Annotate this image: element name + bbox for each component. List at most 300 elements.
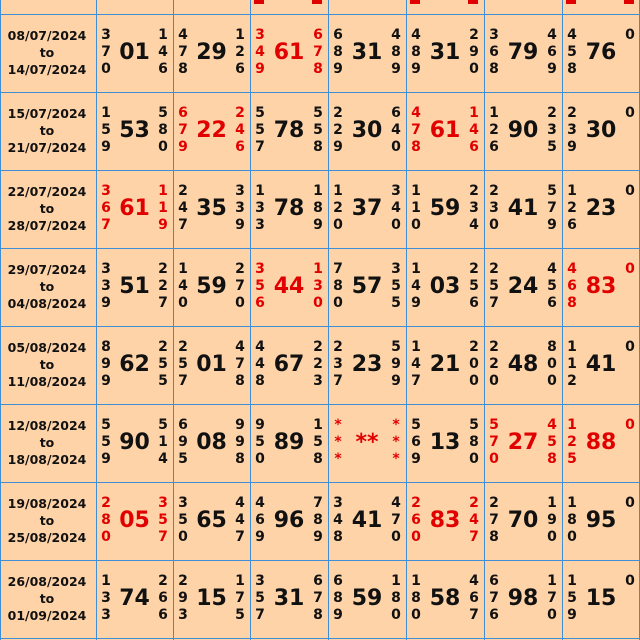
jodi-number: 57 xyxy=(351,274,383,299)
pana-digit: 9 xyxy=(547,61,557,77)
pana-digit: 7 xyxy=(333,373,343,389)
pana-digit: 0 xyxy=(411,217,421,233)
pana-digit: 9 xyxy=(333,139,343,155)
close-pana xyxy=(467,261,481,312)
pana-digit: 0 xyxy=(469,451,479,467)
jodi-number: 01 xyxy=(196,352,227,377)
pana-digit: 0 xyxy=(391,217,401,233)
pana-digit: 7 xyxy=(313,590,323,606)
jodi-number: 58 xyxy=(429,586,461,611)
pana-digit: 2 xyxy=(469,339,479,355)
pana-digit: 3 xyxy=(101,590,111,606)
pana-digit: 9 xyxy=(469,44,479,60)
pana-digit: 6 xyxy=(235,61,245,77)
jodi-number: 61 xyxy=(119,196,150,221)
pana-digit: 2 xyxy=(489,183,499,199)
pana-digit: 0 xyxy=(625,495,635,511)
pana-digit: 5 xyxy=(547,183,557,199)
close-pana xyxy=(233,495,247,546)
date-to: 11/08/2024 xyxy=(7,374,87,389)
close-pana xyxy=(389,417,403,468)
close-pana xyxy=(156,339,170,390)
pana-digit: 1 xyxy=(411,339,421,355)
pana-digit: 8 xyxy=(489,529,499,545)
pana-digit: 1 xyxy=(567,183,577,199)
jodi-number: 22 xyxy=(196,118,227,143)
pana-digit: 8 xyxy=(391,44,401,60)
pana-digit: 6 xyxy=(567,278,577,294)
jodi-number: 98 xyxy=(507,586,539,611)
pana-digit: 5 xyxy=(547,434,557,450)
date-range xyxy=(0,261,94,312)
jodi-number: 15 xyxy=(585,586,617,611)
jodi-number: 90 xyxy=(119,430,150,455)
date-to: 25/08/2024 xyxy=(7,530,87,545)
pana-digit: 0 xyxy=(411,529,421,545)
date-to: 21/07/2024 xyxy=(7,140,87,155)
pana-digit: 2 xyxy=(489,261,499,277)
close-pana xyxy=(545,573,559,624)
jodi-number: 41 xyxy=(585,352,617,377)
close-pana xyxy=(233,27,247,78)
cutoff-highlight xyxy=(566,0,576,4)
pana-digit: 9 xyxy=(411,451,421,467)
jodi-number: 31 xyxy=(429,40,461,65)
pana-digit: 4 xyxy=(235,512,245,528)
pana-digit: * xyxy=(334,434,342,450)
pana-digit: 8 xyxy=(547,339,557,355)
cutoff-highlight xyxy=(410,0,420,4)
jodi-number: 35 xyxy=(196,196,227,221)
close-pana xyxy=(156,495,170,546)
jodi-number: 37 xyxy=(351,196,383,221)
pana-digit: 5 xyxy=(255,434,265,450)
pana-digit: 9 xyxy=(255,61,265,77)
pana-digit: 0 xyxy=(489,373,499,389)
pana-digit: 8 xyxy=(547,451,557,467)
pana-digit: 6 xyxy=(567,217,577,233)
pana-digit: 3 xyxy=(469,200,479,216)
pana-digit: 3 xyxy=(547,122,557,138)
pana-digit: 8 xyxy=(255,373,265,389)
pana-digit: 5 xyxy=(547,278,557,294)
pana-digit: 0 xyxy=(235,295,245,311)
close-pana xyxy=(545,417,559,468)
close-pana xyxy=(233,417,247,468)
pana-digit: 4 xyxy=(178,27,188,43)
jodi-number: 95 xyxy=(585,508,617,533)
pana-digit: 0 xyxy=(391,607,401,623)
pana-digit: 0 xyxy=(547,356,557,372)
pana-digit: 9 xyxy=(101,139,111,155)
pana-digit: 8 xyxy=(101,339,111,355)
pana-digit: 7 xyxy=(547,200,557,216)
close-pana xyxy=(545,105,559,156)
pana-digit: 9 xyxy=(235,217,245,233)
pana-digit: 1 xyxy=(235,573,245,589)
close-pana xyxy=(311,183,325,234)
pana-digit: 9 xyxy=(313,529,323,545)
pana-digit: 9 xyxy=(547,217,557,233)
pana-digit: * xyxy=(334,417,342,433)
jodi-number: 67 xyxy=(273,352,305,377)
pana-digit: 1 xyxy=(255,183,265,199)
pana-digit: 3 xyxy=(333,356,343,372)
pana-digit: 8 xyxy=(313,139,323,155)
pana-digit: 2 xyxy=(489,339,499,355)
pana-digit: 8 xyxy=(489,61,499,77)
date-from: 29/07/2024 xyxy=(7,262,87,277)
pana-digit: 3 xyxy=(255,261,265,277)
grid-column-line xyxy=(96,0,97,640)
pana-digit: 8 xyxy=(411,44,421,60)
pana-digit: 1 xyxy=(158,27,168,43)
pana-digit: 1 xyxy=(158,200,168,216)
pana-digit: 2 xyxy=(235,44,245,60)
pana-digit: 7 xyxy=(178,373,188,389)
pana-digit: 0 xyxy=(101,529,111,545)
pana-digit: 3 xyxy=(313,278,323,294)
pana-digit: 4 xyxy=(255,339,265,355)
jodi-number: 13 xyxy=(429,430,461,455)
jodi-number: 59 xyxy=(429,196,461,221)
pana-digit: 8 xyxy=(469,434,479,450)
pana-digit: 6 xyxy=(255,512,265,528)
pana-digit: 8 xyxy=(567,512,577,528)
pana-digit: 1 xyxy=(567,573,577,589)
pana-digit: 4 xyxy=(411,356,421,372)
pana-digit: 3 xyxy=(255,217,265,233)
pana-digit: 2 xyxy=(489,122,499,138)
pana-digit: 4 xyxy=(158,44,168,60)
pana-digit: 7 xyxy=(235,529,245,545)
pana-digit: 9 xyxy=(158,217,168,233)
pana-digit: 5 xyxy=(158,105,168,121)
pana-digit: 3 xyxy=(178,607,188,623)
pana-digit: 7 xyxy=(547,590,557,606)
pana-digit: 6 xyxy=(391,105,401,121)
pana-digit: 1 xyxy=(101,105,111,121)
grid-row-line xyxy=(0,638,640,639)
pana-digit: 0 xyxy=(547,607,557,623)
jodi-number: 03 xyxy=(429,274,461,299)
jodi-number: 90 xyxy=(507,118,539,143)
pana-digit: 1 xyxy=(101,573,111,589)
close-pana xyxy=(545,339,559,390)
pana-digit: 2 xyxy=(469,183,479,199)
pana-digit: 6 xyxy=(489,139,499,155)
pana-digit: 1 xyxy=(489,105,499,121)
pana-digit: 7 xyxy=(489,295,499,311)
pana-digit: * xyxy=(392,434,400,450)
pana-digit: 2 xyxy=(411,495,421,511)
close-pana xyxy=(311,417,325,468)
close-pana xyxy=(156,261,170,312)
grid-row-line xyxy=(0,170,640,171)
jodi-number: 31 xyxy=(351,40,383,65)
pana-digit: 8 xyxy=(567,61,577,77)
pana-digit: 6 xyxy=(489,44,499,60)
close-pana xyxy=(623,573,637,590)
pana-digit: 3 xyxy=(391,261,401,277)
pana-digit: 1 xyxy=(178,261,188,277)
pana-digit: 8 xyxy=(158,122,168,138)
pana-digit: 0 xyxy=(547,373,557,389)
pana-digit: 6 xyxy=(255,295,265,311)
pana-digit: 9 xyxy=(313,217,323,233)
close-pana xyxy=(389,495,403,546)
pana-digit: 3 xyxy=(178,495,188,511)
pana-digit: 9 xyxy=(178,139,188,155)
pana-digit: 7 xyxy=(313,44,323,60)
pana-digit: 5 xyxy=(469,417,479,433)
pana-digit: 1 xyxy=(567,495,577,511)
pana-digit: * xyxy=(392,417,400,433)
jodi-number: 89 xyxy=(273,430,305,455)
grid-row-line xyxy=(0,92,640,93)
pana-digit: 1 xyxy=(391,573,401,589)
close-pana xyxy=(623,27,637,44)
pana-digit: 5 xyxy=(255,590,265,606)
pana-digit: 9 xyxy=(391,61,401,77)
date-range xyxy=(0,27,94,78)
grid-row-line xyxy=(0,404,640,405)
close-pana xyxy=(311,339,325,390)
close-pana xyxy=(311,573,325,624)
close-pana xyxy=(467,105,481,156)
pana-digit: 6 xyxy=(469,139,479,155)
pana-digit: 4 xyxy=(255,44,265,60)
pana-digit: 5 xyxy=(101,434,111,450)
close-pana xyxy=(233,183,247,234)
date-to-label: to xyxy=(39,45,55,60)
close-pana xyxy=(233,573,247,624)
pana-digit: 6 xyxy=(333,27,343,43)
pana-digit: 8 xyxy=(333,44,343,60)
pana-digit: 8 xyxy=(333,278,343,294)
pana-digit: 0 xyxy=(101,61,111,77)
close-pana xyxy=(623,417,637,434)
pana-digit: 4 xyxy=(567,261,577,277)
close-pana xyxy=(623,261,637,278)
close-pana xyxy=(156,183,170,234)
pana-digit: 2 xyxy=(333,105,343,121)
pana-digit: 0 xyxy=(178,529,188,545)
pana-digit: 9 xyxy=(178,434,188,450)
jodi-number: 78 xyxy=(273,196,305,221)
pana-digit: 5 xyxy=(158,356,168,372)
pana-digit: 9 xyxy=(567,607,577,623)
grid-column-line xyxy=(328,0,329,640)
pana-digit: 2 xyxy=(547,105,557,121)
pana-digit: 5 xyxy=(255,105,265,121)
pana-digit: 4 xyxy=(235,339,245,355)
cutoff-highlight xyxy=(624,0,634,4)
pana-digit: 0 xyxy=(178,295,188,311)
pana-digit: 4 xyxy=(411,27,421,43)
grid-row-line xyxy=(0,326,640,327)
date-to-label: to xyxy=(39,591,55,606)
pana-digit: 5 xyxy=(313,122,323,138)
pana-digit: 3 xyxy=(235,200,245,216)
pana-digit: 7 xyxy=(489,512,499,528)
close-pana xyxy=(233,339,247,390)
pana-digit: 8 xyxy=(313,451,323,467)
pana-digit: 7 xyxy=(178,217,188,233)
date-to: 18/08/2024 xyxy=(7,452,87,467)
grid-column-line xyxy=(406,0,407,640)
pana-digit: 3 xyxy=(101,27,111,43)
pana-digit: 3 xyxy=(255,573,265,589)
date-to: 28/07/2024 xyxy=(7,218,87,233)
pana-digit: 9 xyxy=(255,417,265,433)
jodi-number: 30 xyxy=(351,118,383,143)
close-pana xyxy=(389,261,403,312)
pana-digit: 0 xyxy=(469,356,479,372)
pana-digit: 1 xyxy=(411,261,421,277)
pana-digit: 0 xyxy=(489,451,499,467)
close-pana xyxy=(389,183,403,234)
pana-digit: 4 xyxy=(411,278,421,294)
pana-digit: 2 xyxy=(178,339,188,355)
date-to: 04/08/2024 xyxy=(7,296,87,311)
pana-digit: 1 xyxy=(567,356,577,372)
pana-digit: 8 xyxy=(313,61,323,77)
jodi-number: 59 xyxy=(351,586,383,611)
pana-digit: 1 xyxy=(158,183,168,199)
date-from: 22/07/2024 xyxy=(7,184,87,199)
pana-digit: 4 xyxy=(333,512,343,528)
jodi-number: 83 xyxy=(585,274,617,299)
pana-digit: 6 xyxy=(411,512,421,528)
pana-digit: 8 xyxy=(333,529,343,545)
pana-digit: 5 xyxy=(255,122,265,138)
jodi-number: 59 xyxy=(196,274,227,299)
pana-digit: 3 xyxy=(391,183,401,199)
close-pana xyxy=(467,417,481,468)
pana-digit: 7 xyxy=(255,607,265,623)
pana-digit: 8 xyxy=(178,61,188,77)
pana-digit: 2 xyxy=(469,27,479,43)
pana-digit: 4 xyxy=(547,417,557,433)
jodi-number: 51 xyxy=(119,274,150,299)
pana-digit: 0 xyxy=(625,573,635,589)
pana-digit: 2 xyxy=(567,200,577,216)
pana-digit: 7 xyxy=(235,590,245,606)
grid-column-line xyxy=(173,0,174,640)
pana-digit: 2 xyxy=(489,495,499,511)
pana-digit: 4 xyxy=(178,200,188,216)
pana-digit: 5 xyxy=(391,278,401,294)
pana-digit: 9 xyxy=(333,61,343,77)
jodi-number: 27 xyxy=(507,430,539,455)
pana-digit: 6 xyxy=(469,590,479,606)
pana-digit: 0 xyxy=(469,373,479,389)
date-range xyxy=(0,339,94,390)
pana-digit: 8 xyxy=(313,200,323,216)
pana-digit: 7 xyxy=(235,356,245,372)
pana-digit: 4 xyxy=(469,122,479,138)
pana-digit: 9 xyxy=(235,417,245,433)
pana-digit: 4 xyxy=(255,495,265,511)
pana-digit: 9 xyxy=(547,512,557,528)
close-pana xyxy=(389,573,403,624)
pana-digit: 7 xyxy=(411,122,421,138)
jodi-number: 48 xyxy=(507,352,539,377)
close-pana xyxy=(233,105,247,156)
jodi-number: 30 xyxy=(585,118,617,143)
jodi-number: 29 xyxy=(196,40,227,65)
pana-digit: 5 xyxy=(489,417,499,433)
close-pana xyxy=(389,339,403,390)
pana-digit: 5 xyxy=(158,417,168,433)
pana-digit: 2 xyxy=(235,105,245,121)
close-pana xyxy=(623,183,637,200)
pana-digit: 2 xyxy=(158,261,168,277)
close-pana xyxy=(389,105,403,156)
pana-digit: 6 xyxy=(411,434,421,450)
pana-digit: 2 xyxy=(469,261,479,277)
pana-digit: 8 xyxy=(333,590,343,606)
pana-digit: 2 xyxy=(333,339,343,355)
date-to-label: to xyxy=(39,279,55,294)
jodi-number: 61 xyxy=(273,40,305,65)
pana-digit: 0 xyxy=(333,295,343,311)
pana-digit: 7 xyxy=(391,512,401,528)
pana-digit: 0 xyxy=(391,139,401,155)
pana-digit: 2 xyxy=(333,122,343,138)
close-pana xyxy=(545,495,559,546)
date-range xyxy=(0,495,94,546)
pana-digit: 3 xyxy=(101,183,111,199)
close-pana xyxy=(389,27,403,78)
pana-digit: 9 xyxy=(101,295,111,311)
pana-digit: 1 xyxy=(411,183,421,199)
date-to-label: to xyxy=(39,357,55,372)
pana-digit: 2 xyxy=(158,339,168,355)
pana-digit: 3 xyxy=(489,27,499,43)
pana-digit: 8 xyxy=(313,607,323,623)
close-pana xyxy=(311,261,325,312)
pana-digit: 4 xyxy=(391,200,401,216)
pana-digit: 3 xyxy=(101,607,111,623)
pana-digit: 5 xyxy=(255,278,265,294)
pana-digit: 4 xyxy=(391,495,401,511)
jodi-number: 65 xyxy=(196,508,227,533)
pana-digit: 5 xyxy=(313,434,323,450)
pana-digit: 7 xyxy=(333,261,343,277)
jodi-number: 15 xyxy=(196,586,227,611)
pana-digit: 6 xyxy=(333,573,343,589)
pana-digit: 0 xyxy=(625,27,635,43)
pana-digit: 4 xyxy=(255,356,265,372)
pana-digit: 0 xyxy=(625,261,635,277)
pana-digit: 2 xyxy=(333,200,343,216)
pana-digit: 9 xyxy=(101,356,111,372)
pana-digit: 2 xyxy=(235,261,245,277)
pana-digit: 3 xyxy=(489,200,499,216)
jodi-number: 76 xyxy=(585,40,617,65)
pana-digit: 5 xyxy=(313,105,323,121)
jodi-number: 41 xyxy=(351,508,383,533)
grid-row-line xyxy=(0,248,640,249)
pana-digit: 1 xyxy=(469,105,479,121)
date-from: 15/07/2024 xyxy=(7,106,87,121)
pana-digit: 0 xyxy=(547,529,557,545)
pana-digit: 5 xyxy=(101,417,111,433)
pana-digit: 6 xyxy=(489,573,499,589)
pana-digit: 9 xyxy=(391,373,401,389)
